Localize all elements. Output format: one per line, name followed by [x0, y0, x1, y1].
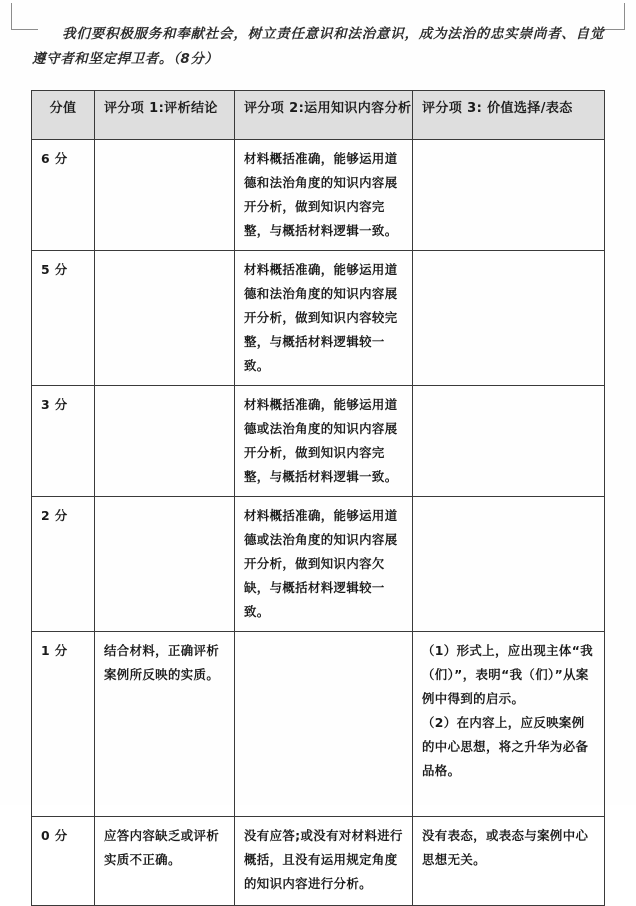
intro-paragraph-text: 我们要积极服务和奉献社会，树立责任意识和法治意识，成为法治的忠实崇尚者、自觉遵守者和坚定捍卫者。（8分）	[32, 26, 604, 67]
cell-item2: 材料概括准确，能够运用道德或法治角度的知识内容展开分析，做到知识内容欠缺，与概括材料逻辑较一致。	[235, 497, 413, 632]
rubric-table-body	[32, 140, 605, 906]
score-value: 5 分	[32, 251, 95, 386]
intro-paragraph	[32, 22, 604, 72]
cell-item3	[413, 140, 605, 251]
cell-item2: 材料概括准确，能够运用道德和法治角度的知识内容展开分析，做到知识内容完整，与概括材料逻辑一致。	[235, 140, 413, 251]
table-row	[32, 386, 605, 497]
cell-item3	[413, 386, 605, 497]
cell-item1: 应答内容缺乏或评析实质不正确。	[95, 817, 235, 906]
rubric-table-container	[31, 90, 604, 906]
cell-item2: 材料概括准确，能够运用道德和法治角度的知识内容展开分析，做到知识内容较完整，与概括材料逻辑较一致。	[235, 251, 413, 386]
cell-item1	[95, 497, 235, 632]
column-header-item1: 评分项 1:评析结论	[95, 91, 235, 140]
cell-item3	[413, 497, 605, 632]
cell-item3	[413, 251, 605, 386]
score-value: 0 分	[32, 817, 95, 906]
column-header-score: 分值	[32, 91, 95, 140]
cell-item2: 没有应答;或没有对材料进行概括，且没有运用规定角度的知识内容进行分析。	[235, 817, 413, 906]
score-value: 3 分	[32, 386, 95, 497]
table-header-row	[32, 91, 605, 140]
table-row	[32, 251, 605, 386]
cell-item1	[95, 386, 235, 497]
score-value: 2 分	[32, 497, 95, 632]
column-header-item2: 评分项 2:运用知识内容分析	[235, 91, 413, 140]
table-row	[32, 817, 605, 906]
cell-item3-point-1: （1）形式上，应出现主体“我（们）”，表明“我（们）”从案例中得到的启示。	[422, 643, 594, 706]
rubric-table-head	[32, 91, 605, 140]
cell-item1	[95, 251, 235, 386]
cell-item3-point-2: （2）在内容上，应反映案例的中心思想，将之升华为必备品格。	[422, 715, 589, 778]
cell-item1: 结合材料，正确评析案例所反映的实质。	[95, 632, 235, 817]
cell-item2: 材料概括准确，能够运用道德或法治角度的知识内容展开分析，做到知识内容完整，与概括材料逻辑一致。	[235, 386, 413, 497]
column-header-item3: 评分项 3: 价值选择/表态	[413, 91, 605, 140]
score-value: 1 分	[32, 632, 95, 817]
cell-item3: 没有表态，或表态与案例中心思想无关。	[413, 817, 605, 906]
scoring-rubric-table	[31, 90, 605, 906]
cell-item3	[413, 632, 605, 817]
cell-item1	[95, 140, 235, 251]
score-value: 6 分	[32, 140, 95, 251]
table-row	[32, 632, 605, 817]
table-row	[32, 140, 605, 251]
cell-item2	[235, 632, 413, 817]
table-row	[32, 497, 605, 632]
